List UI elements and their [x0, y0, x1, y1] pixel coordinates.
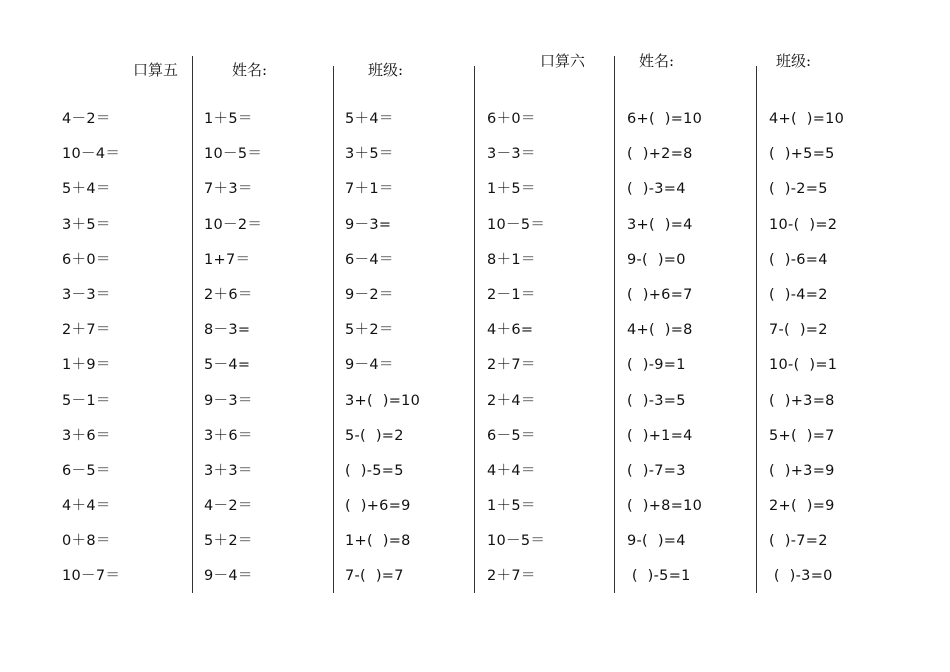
math-problem: 4＋4＝ — [487, 462, 536, 479]
math-problem: ( )+5=5 — [769, 146, 835, 163]
problem-column-2 — [204, 109, 262, 602]
math-problem: ( )-5=5 — [345, 462, 404, 479]
math-problem: 6－4＝ — [345, 251, 394, 268]
math-problem: 3＋5＝ — [345, 146, 394, 163]
math-problem: 8－3= — [204, 322, 251, 339]
math-problem: ( )+1=4 — [627, 427, 693, 444]
problem-column-6 — [769, 109, 844, 602]
math-problem: 9－2＝ — [345, 286, 394, 303]
math-problem: 4＋6= — [487, 322, 534, 339]
math-problem: 3－3＝ — [487, 146, 536, 163]
math-problem: 3+( )=10 — [345, 392, 421, 409]
math-problem: 10－5＝ — [487, 216, 546, 233]
math-problem: 1+( )=8 — [345, 533, 411, 550]
math-problem: 4+( )=8 — [627, 322, 693, 339]
math-problem: ( )-2=5 — [769, 181, 828, 198]
math-problem: 10－5＝ — [487, 533, 546, 550]
math-problem: 0＋8＝ — [62, 533, 111, 550]
math-problem: 10-( )=1 — [769, 357, 838, 374]
math-problem: 1＋5＝ — [487, 498, 536, 515]
math-problem: 7-( )=7 — [345, 568, 404, 585]
math-problem: 2＋7＝ — [487, 568, 536, 585]
class-label-left: 班级: — [368, 61, 404, 79]
name-label-left: 姓名: — [232, 61, 268, 79]
math-problem: 7-( )=2 — [769, 322, 828, 339]
problem-column-1 — [62, 109, 120, 602]
math-problem: ( )+3=9 — [769, 462, 835, 479]
problem-column-4 — [487, 109, 545, 602]
math-problem: ( )-5=1 — [627, 568, 691, 585]
math-problem: 7＋3＝ — [204, 181, 253, 198]
math-problem: ( )-3=4 — [627, 181, 686, 198]
math-problem: 10－2＝ — [204, 216, 263, 233]
column-divider — [192, 56, 193, 593]
column-divider — [756, 66, 757, 593]
math-problem: 2＋7＝ — [487, 357, 536, 374]
math-problem: 5＋4＝ — [345, 111, 394, 127]
math-problem: 2＋4＝ — [487, 392, 536, 409]
math-problem: 4+( )=10 — [769, 111, 845, 127]
math-problem: 9-( )=0 — [627, 251, 686, 268]
math-problem: 2－1＝ — [487, 286, 536, 303]
math-problem: 2＋7＝ — [62, 322, 111, 339]
math-problem: 10－7＝ — [62, 568, 121, 585]
math-problem: 6－5＝ — [487, 427, 536, 444]
math-problem: 3+( )=4 — [627, 216, 693, 233]
worksheet-title-left: 口算五 — [133, 61, 179, 79]
math-problem: 5+( )=7 — [769, 427, 835, 444]
math-problem: 10－4＝ — [62, 146, 121, 163]
math-problem: ( )-3=0 — [769, 568, 833, 585]
math-problem: 2+( )=9 — [769, 498, 835, 515]
math-problem: 3－3＝ — [62, 286, 111, 303]
math-problem: 7＋1＝ — [345, 181, 394, 198]
math-problem: 9－3＝ — [204, 392, 253, 409]
math-problem: 1＋5＝ — [487, 181, 536, 198]
math-problem: 1＋9＝ — [62, 357, 111, 374]
math-problem: 3＋5＝ — [62, 216, 111, 233]
math-problem: 5＋4＝ — [62, 181, 111, 198]
problem-column-5 — [627, 109, 702, 602]
math-problem: 4＋4＝ — [62, 498, 111, 515]
math-problem: 8＋1＝ — [487, 251, 536, 268]
math-problem: 5＋2＝ — [204, 533, 253, 550]
math-problem: 5-( )=2 — [345, 427, 404, 444]
math-problem: ( )+8=10 — [627, 498, 703, 515]
math-problem: 4－2＝ — [62, 111, 111, 127]
math-problem: 3＋6＝ — [62, 427, 111, 444]
name-label-right: 姓名: — [639, 52, 675, 70]
math-problem: 6＋0＝ — [62, 251, 111, 268]
math-problem: 5＋2＝ — [345, 322, 394, 339]
math-problem: 10-( )=2 — [769, 216, 838, 233]
column-divider — [474, 66, 475, 593]
math-problem: ( )+2=8 — [627, 146, 693, 163]
column-divider — [614, 56, 615, 593]
problem-column-3 — [345, 109, 420, 602]
math-problem: ( )-4=2 — [769, 286, 828, 303]
class-label-right: 班级: — [776, 52, 812, 70]
math-problem: 3＋3＝ — [204, 462, 253, 479]
math-problem: 6－5＝ — [62, 462, 111, 479]
math-problem: ( )+6=9 — [345, 498, 411, 515]
math-problem: ( )-3=5 — [627, 392, 686, 409]
math-problem: 9-( )=4 — [627, 533, 686, 550]
math-problem: 6＋0＝ — [487, 111, 536, 127]
math-problem: 4－2＝ — [204, 498, 253, 515]
math-problem: 6+( )=10 — [627, 111, 703, 127]
math-problem: ( )-9=1 — [627, 357, 686, 374]
math-problem: ( )-7=2 — [769, 533, 828, 550]
math-problem: 5－1＝ — [62, 392, 111, 409]
math-problem: 5－4= — [204, 357, 251, 374]
math-problem: 1＋5＝ — [204, 111, 253, 127]
math-problem: 10－5＝ — [204, 146, 263, 163]
math-problem: ( )+6=7 — [627, 286, 693, 303]
math-problem: ( )-7=3 — [627, 462, 686, 479]
worksheet-title-right: 口算六 — [540, 52, 586, 70]
math-problem: 9－3= — [345, 216, 392, 233]
math-problem: 1+7＝ — [204, 251, 251, 268]
math-problem: 9－4＝ — [345, 357, 394, 374]
math-problem: ( )+3=8 — [769, 392, 835, 409]
math-problem: 9－4＝ — [204, 568, 253, 585]
math-problem: 2＋6＝ — [204, 286, 253, 303]
math-problem: 3＋6＝ — [204, 427, 253, 444]
math-problem: ( )-6=4 — [769, 251, 828, 268]
column-divider — [333, 66, 334, 593]
